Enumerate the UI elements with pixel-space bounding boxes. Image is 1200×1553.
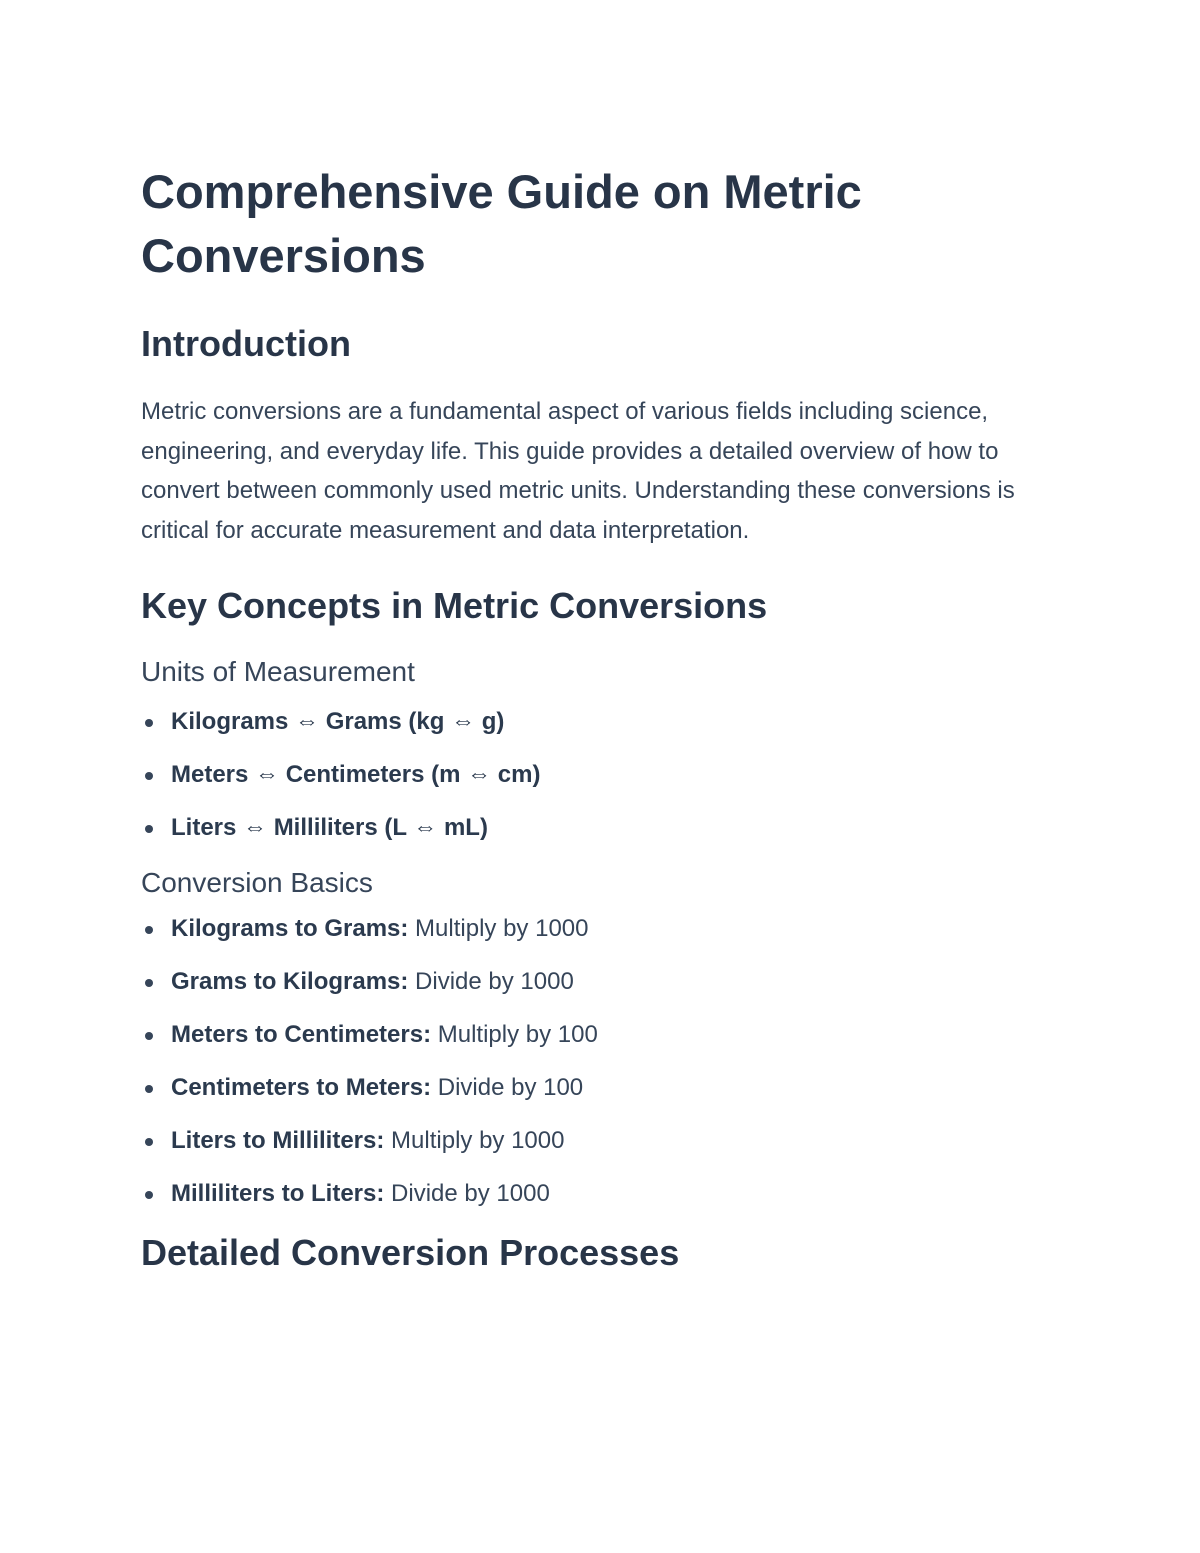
bullet-icon	[145, 772, 153, 780]
bullet-icon	[145, 1191, 153, 1199]
conversion-rule: Multiply by 100	[431, 1021, 598, 1048]
bullet-icon	[145, 1032, 153, 1040]
list-item	[141, 1072, 1071, 1104]
list-item	[141, 759, 1071, 791]
unit-pair-label: Liters ⇔ Milliliters (L ⇔ mL)	[171, 814, 488, 841]
conversion-rule: Divide by 100	[431, 1074, 584, 1101]
conversion-term: Centimeters to Meters:	[171, 1074, 432, 1101]
bullet-icon	[145, 825, 153, 833]
conversion-term: Kilograms to Grams:	[171, 915, 409, 942]
conversion-term: Meters to Centimeters:	[171, 1021, 432, 1048]
list-item	[141, 706, 1071, 738]
list-item	[141, 1019, 1071, 1051]
bullet-icon	[145, 979, 153, 987]
subsection-heading-basics: Conversion Basics	[141, 867, 373, 898]
document-page	[141, 160, 1071, 1301]
list-item	[141, 812, 1071, 844]
conversion-term: Milliliters to Liters:	[171, 1180, 385, 1207]
conversion-rule: Divide by 1000	[384, 1180, 550, 1207]
bullet-icon	[145, 926, 153, 934]
list-item	[141, 1125, 1071, 1157]
conversion-rule: Divide by 1000	[408, 968, 574, 995]
unit-pair-label: Kilograms ⇔ Grams (kg ⇔ g)	[171, 708, 505, 735]
list-item	[141, 913, 1071, 945]
bullet-icon	[145, 1138, 153, 1146]
document-title: Comprehensive Guide on Metric Conversions	[141, 165, 862, 282]
units-list	[141, 706, 1071, 844]
bullet-icon	[145, 1085, 153, 1093]
introduction-paragraph: Metric conversions are a fundamental aspect of various fields including science, engineering, and everyday life. This guide provides a detailed overview of how to convert between commonly used metric units. Understanding these conversions is critical for accurate measurement and data interpretation.	[141, 398, 1015, 544]
conversion-term: Grams to Kilograms:	[171, 968, 409, 995]
subsection-heading-units: Units of Measurement	[141, 656, 415, 687]
conversion-rule: Multiply by 1000	[408, 915, 589, 942]
basics-list	[141, 913, 1071, 1210]
list-item	[141, 966, 1071, 998]
list-item	[141, 1178, 1071, 1210]
section-heading-key-concepts: Key Concepts in Metric Conversions	[141, 585, 768, 626]
section-heading-detailed: Detailed Conversion Processes	[141, 1232, 680, 1273]
bullet-icon	[145, 719, 153, 727]
section-heading-introduction: Introduction	[141, 323, 351, 364]
conversion-term: Liters to Milliliters:	[171, 1127, 385, 1154]
unit-pair-label: Meters ⇔ Centimeters (m ⇔ cm)	[171, 761, 541, 788]
conversion-rule: Multiply by 1000	[384, 1127, 565, 1154]
